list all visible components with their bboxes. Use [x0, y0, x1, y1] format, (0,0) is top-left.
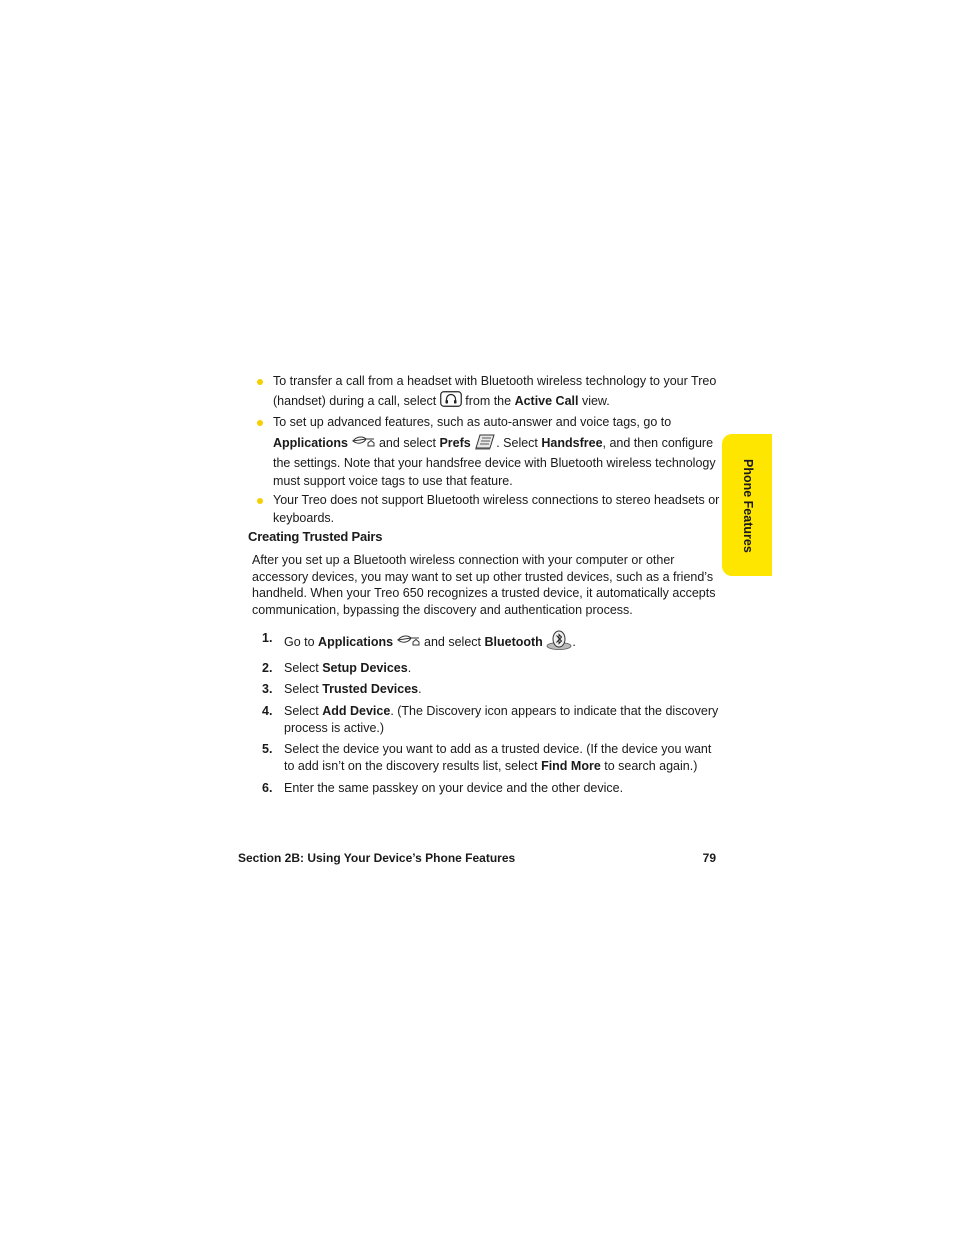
bullet-dot-icon	[257, 379, 263, 385]
section-heading: Creating Trusted Pairs	[248, 529, 383, 544]
page-footer	[238, 851, 716, 865]
bullet-list	[254, 373, 720, 529]
bluetooth-icon	[546, 630, 572, 655]
bullet-item-advanced-features: To set up advanced features, such as auto-answer and voice tags, go to Applications and select Prefs . Select Handsfree, and then configure the settings. Note that your handsfree device with Bluetooth wireless technology must support voice tags to use that feature.	[254, 414, 720, 490]
applications-icon	[397, 634, 421, 651]
footer-section-title: Section 2B: Using Your Device’s Phone Features	[238, 851, 516, 865]
headset-button-icon	[440, 391, 462, 413]
bullet-dot-icon	[257, 498, 263, 504]
step-item: 1. Go to Applications and select Bluetooth .	[262, 630, 722, 655]
prefs-icon	[474, 432, 496, 456]
page-number: 79	[702, 851, 716, 865]
bullet-item-stereo-headsets: Your Treo does not support Bluetooth wireless connections to stereo headsets or keyboards.	[254, 492, 720, 527]
bullet-dot-icon	[257, 420, 263, 426]
section-tab	[722, 434, 772, 576]
applications-icon	[352, 435, 376, 453]
step-item: 3. Select Trusted Devices.	[262, 682, 422, 696]
step-item: 5. Select the device you want to add as a trusted device. (If the device you want to add isn’t on the discovery results list, select Find More to search again.)	[262, 742, 712, 773]
intro-paragraph: After you set up a Bluetooth wireless connection with your computer or other accessory devices, you may want to set up other trusted devices, such as a friend’s handheld. When your Treo 650 recognizes a trusted device, it automatically accepts communication, bypassing the discovery and authentication process.	[252, 553, 716, 617]
step-item: 2. Select Setup Devices.	[262, 660, 412, 675]
steps-list	[262, 630, 722, 801]
step-item: 6. Enter the same passkey on your device and the other device.	[262, 780, 624, 795]
step-item: 4. Select Add Device. (The Discovery icon appears to indicate that the discovery process is active.)	[262, 703, 719, 735]
section-tab-label: Phone Features	[741, 459, 755, 553]
bullet-item-transfer-call: To transfer a call from a headset with Bluetooth wireless technology to your Treo (handset) during a call, select from the Active Call view.	[254, 373, 720, 412]
